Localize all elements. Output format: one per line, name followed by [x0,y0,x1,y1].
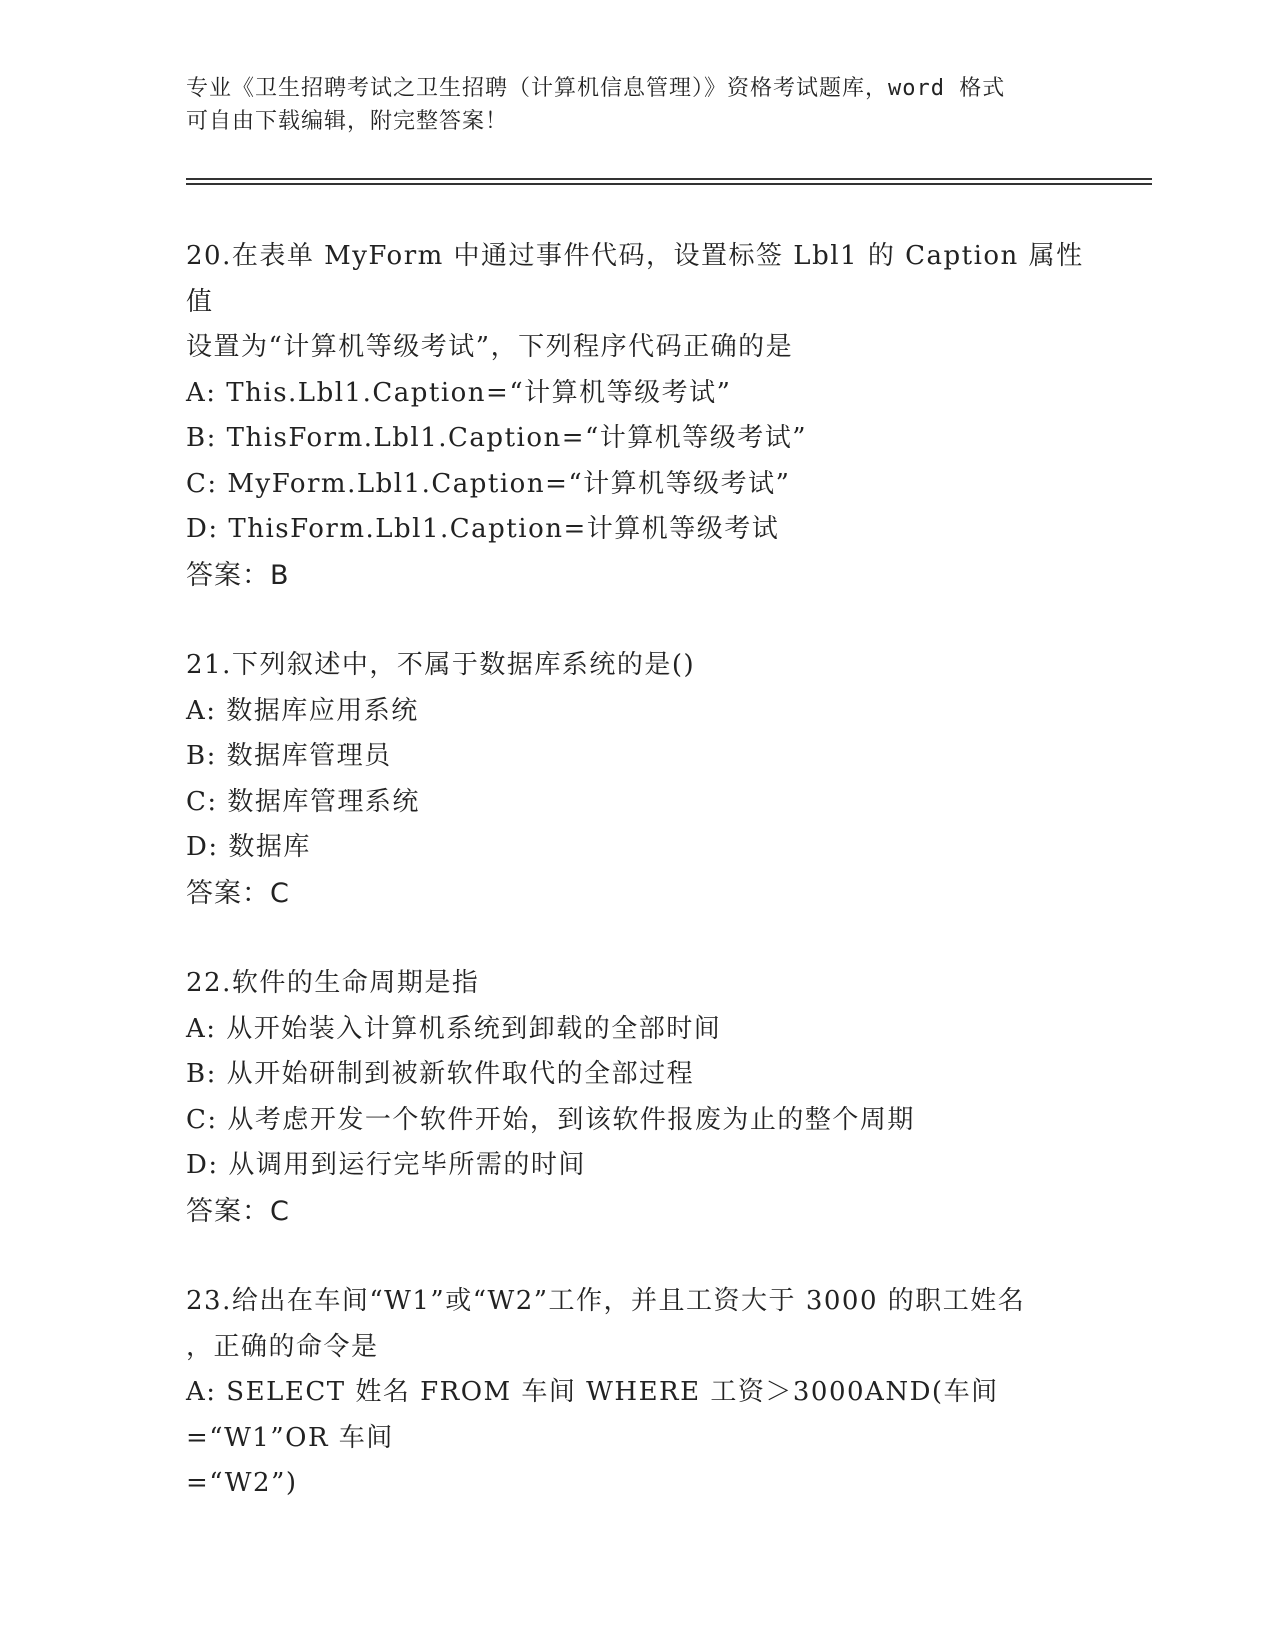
answer-label: 答案：C [186,1195,290,1227]
option-a: A: This.Lbl1.Caption=“计算机等级考试” [186,377,732,408]
option-c: C: 数据库管理系统 [186,786,420,817]
question-21 [186,643,1086,916]
question-stem: ，正确的命令是 [186,1331,379,1362]
header-divider-top [186,178,1152,180]
question-20 [186,234,1086,598]
question-stem: 设置为“计算机等级考试”，下列程序代码正确的是 [186,332,794,362]
option-d: D: 数据库 [186,832,311,862]
question-list [186,234,1086,1552]
option-c: C: MyForm.Lbl1.Caption=“计算机等级考试” [186,468,791,499]
question-23 [186,1279,1086,1507]
option-b: B: ThisForm.Lbl1.Caption=“计算机等级考试” [186,423,808,453]
question-stem: 21.下列叙述中，不属于数据库系统的是() [186,650,696,680]
question-stem: 23.给出在车间“W1”或“W2”工作，并且工资大于 3000 的职工姓名 [186,1286,1026,1316]
option-b: B: 从开始研制到被新软件取代的全部过程 [186,1059,695,1089]
option-b: B: 数据库管理员 [186,741,392,771]
option-d: D: ThisForm.Lbl1.Caption=计算机等级考试 [186,514,780,544]
answer-label: 答案：C [186,877,290,909]
question-stem: 20.在表单 MyForm 中通过事件代码，设置标签 Lbl1 的 Caption 属性值 [186,241,1084,317]
option-d: D: 从调用到运行完毕所需的时间 [186,1150,586,1180]
answer-label: 答案：B [186,559,290,591]
question-22 [186,961,1086,1234]
option-a-continued: =“W2”) [186,1468,298,1498]
option-a: A: 数据库应用系统 [186,695,419,726]
question-stem: 22.软件的生命周期是指 [186,968,480,998]
option-c: C: 从考虑开发一个软件开始，到该软件报废为止的整个周期 [186,1104,915,1135]
document-header [186,72,1086,138]
header-line-2: 可自由下载编辑，附完整答案！ [186,109,509,134]
option-a: A: SELECT 姓名 FROM 车间 WHERE 工资＞3000AND(车间=“W1”OR 车间 [186,1377,999,1453]
header-divider-bottom [186,183,1152,185]
header-line-1: 专业《卫生招聘考试之卫生招聘（计算机信息管理）》资格考试题库，word 格式 [186,76,1006,101]
option-a: A: 从开始装入计算机系统到卸载的全部时间 [186,1013,722,1044]
